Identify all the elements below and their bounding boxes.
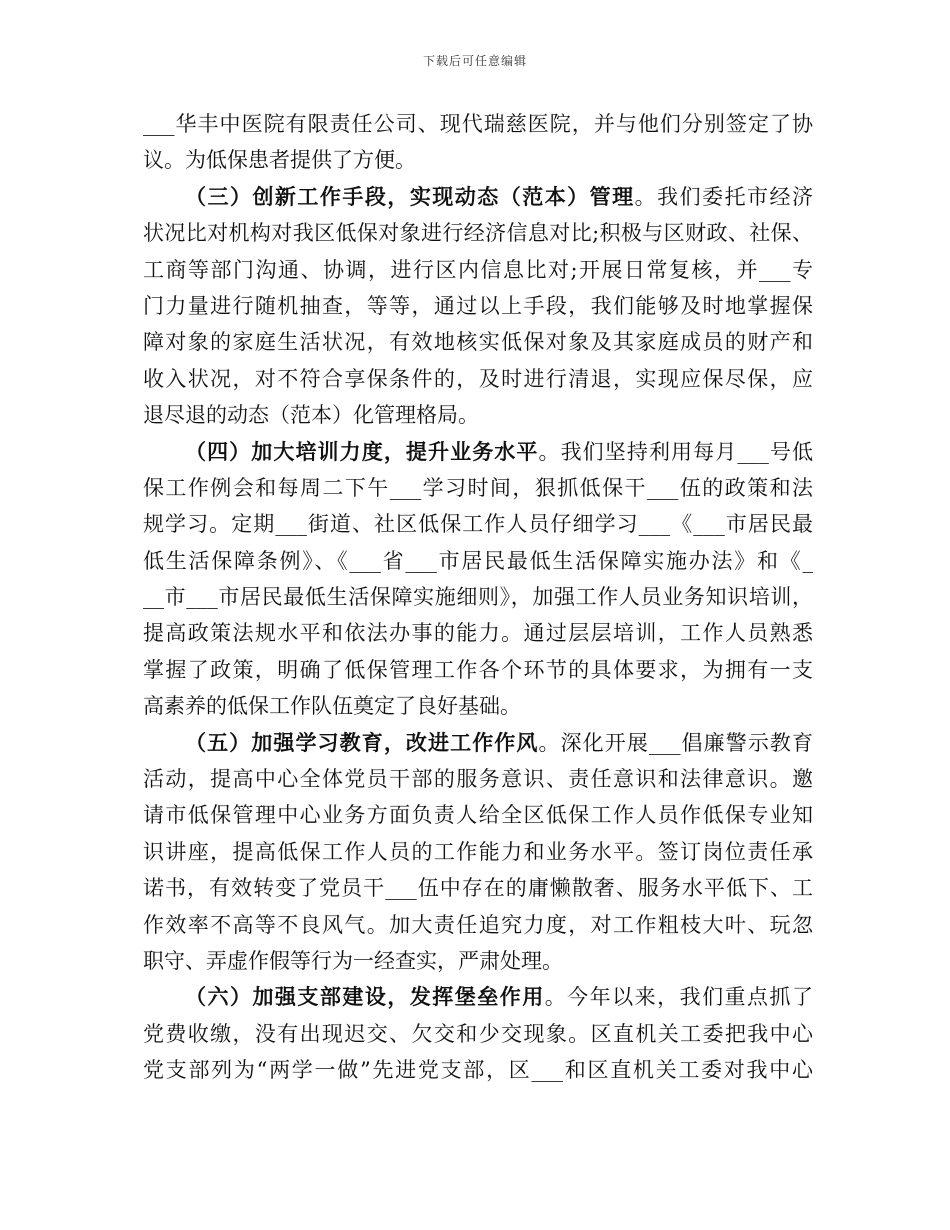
line-text: 活动，提高中心全体党员干部的服务意识、责任意识和法律意识。邀	[143, 767, 813, 792]
text-line	[143, 361, 813, 397]
line-text: 门力量进行随机抽查，等等，通过以上手段，我们能够及时地掌握保	[143, 293, 813, 318]
text-line	[143, 434, 813, 470]
line-text: 党费收缴，没有出现迟交、欠交和少交现象。区直机关工委把我中心	[143, 1021, 813, 1046]
text-line	[143, 652, 813, 688]
text-line	[143, 797, 813, 833]
line-text: 掌握了政策，明确了低保管理工作各个环节的具体要求，为拥有一支	[143, 657, 813, 682]
line-text: 收入状况，对不符合享保条件的，及时进行清退，实现应保尽保，应	[143, 366, 813, 391]
text-line	[143, 1016, 813, 1052]
section-heading: （四）加大培训力度，提升业务水平	[185, 438, 539, 464]
line-text: ___华丰中医院有限责任公司、现代瑞慈医院，并与他们分别签定了协	[143, 112, 813, 136]
text-line	[143, 324, 813, 360]
text-line	[143, 834, 813, 870]
line-text: 党支部列为“两学一做”先进党支部，区___和区直机关工委对我中心	[143, 1058, 813, 1083]
line-text: 障对象的家庭生活状况，有效地核实低保对象及其家庭成员的财产和	[143, 330, 813, 355]
line-text: 低生活保障条例》、《___省___市居民最低生活保障实施办法》和《_	[143, 548, 813, 573]
text-line	[143, 288, 813, 324]
text-line	[143, 979, 813, 1015]
text-line	[143, 907, 813, 943]
text-line	[143, 215, 813, 251]
line-text: 规学习。定期___街道、社区低保工作人员仔细学习___《___市居民最	[143, 512, 813, 537]
text-line	[143, 1052, 813, 1088]
line-text: 。我们坚持利用每月___号低	[538, 439, 813, 464]
page-header: 下载后可任意编辑	[422, 54, 527, 68]
line-text: 议。为低保患者提供了方便。	[143, 148, 416, 173]
text-line	[143, 543, 813, 579]
line-text: 退尽退的动态（范本）化管理格局。	[143, 403, 479, 428]
text-line	[143, 870, 813, 906]
text-line	[143, 688, 813, 724]
line-text: 提高政策法规水平和依法办事的能力。通过层层培训，工作人员熟悉	[143, 621, 813, 646]
line-text: 请市低保管理中心业务方面负责人给全区低保工作人员作低保专业知	[143, 803, 813, 828]
line-text: __市___市居民最低生活保障实施细则》，加强工作人员业务知识培训，	[143, 585, 813, 610]
line-text: 。我们委托市经济	[634, 184, 813, 209]
line-text: 保工作例会和每周二下午___学习时间，狠抓低保干___伍的政策和法	[143, 475, 813, 500]
text-line	[143, 506, 813, 542]
text-line	[143, 252, 813, 288]
text-line	[143, 397, 813, 433]
text-line	[143, 943, 813, 979]
text-line	[143, 106, 813, 142]
line-text: 工商等部门沟通、协调，进行区内信息比对;开展日常复核，并___专	[143, 257, 813, 282]
line-text: 高素养的低保工作队伍奠定了良好基础。	[143, 694, 521, 719]
line-text: 。今年以来，我们重点抓了	[544, 985, 813, 1010]
line-text: 作效率不高等不良风气。加大责任追究力度，对工作粗枝大叶、玩忽	[143, 912, 813, 937]
text-line	[143, 579, 813, 615]
text-line	[143, 761, 813, 797]
section-heading: （三）创新工作手段，实现动态（范本）管理	[185, 183, 635, 209]
section-heading: （六）加强支部建设，发挥堡垒作用	[185, 984, 545, 1010]
line-text: 状况比对机构对我区低保对象进行经济信息对比;积极与区财政、社保、	[143, 221, 813, 246]
text-line	[143, 615, 813, 651]
text-line	[143, 470, 813, 506]
section-heading: （五）加强学习教育，改进工作作风	[185, 729, 539, 755]
text-line	[143, 142, 813, 178]
line-text: 诺书，有效转变了党员干___伍中存在的庸懒散奢、服务水平低下、工	[143, 876, 813, 901]
line-text: 识讲座，提高低保工作人员的工作能力和业务水平。签订岗位责任承	[143, 839, 813, 864]
text-line	[143, 725, 813, 761]
line-text: 。深化开展___倡廉警示教育	[538, 730, 813, 755]
document-body	[143, 106, 813, 1089]
text-line	[143, 179, 813, 215]
line-text: 职守、弄虚作假等行为一经查实，严肃处理。	[143, 948, 563, 973]
